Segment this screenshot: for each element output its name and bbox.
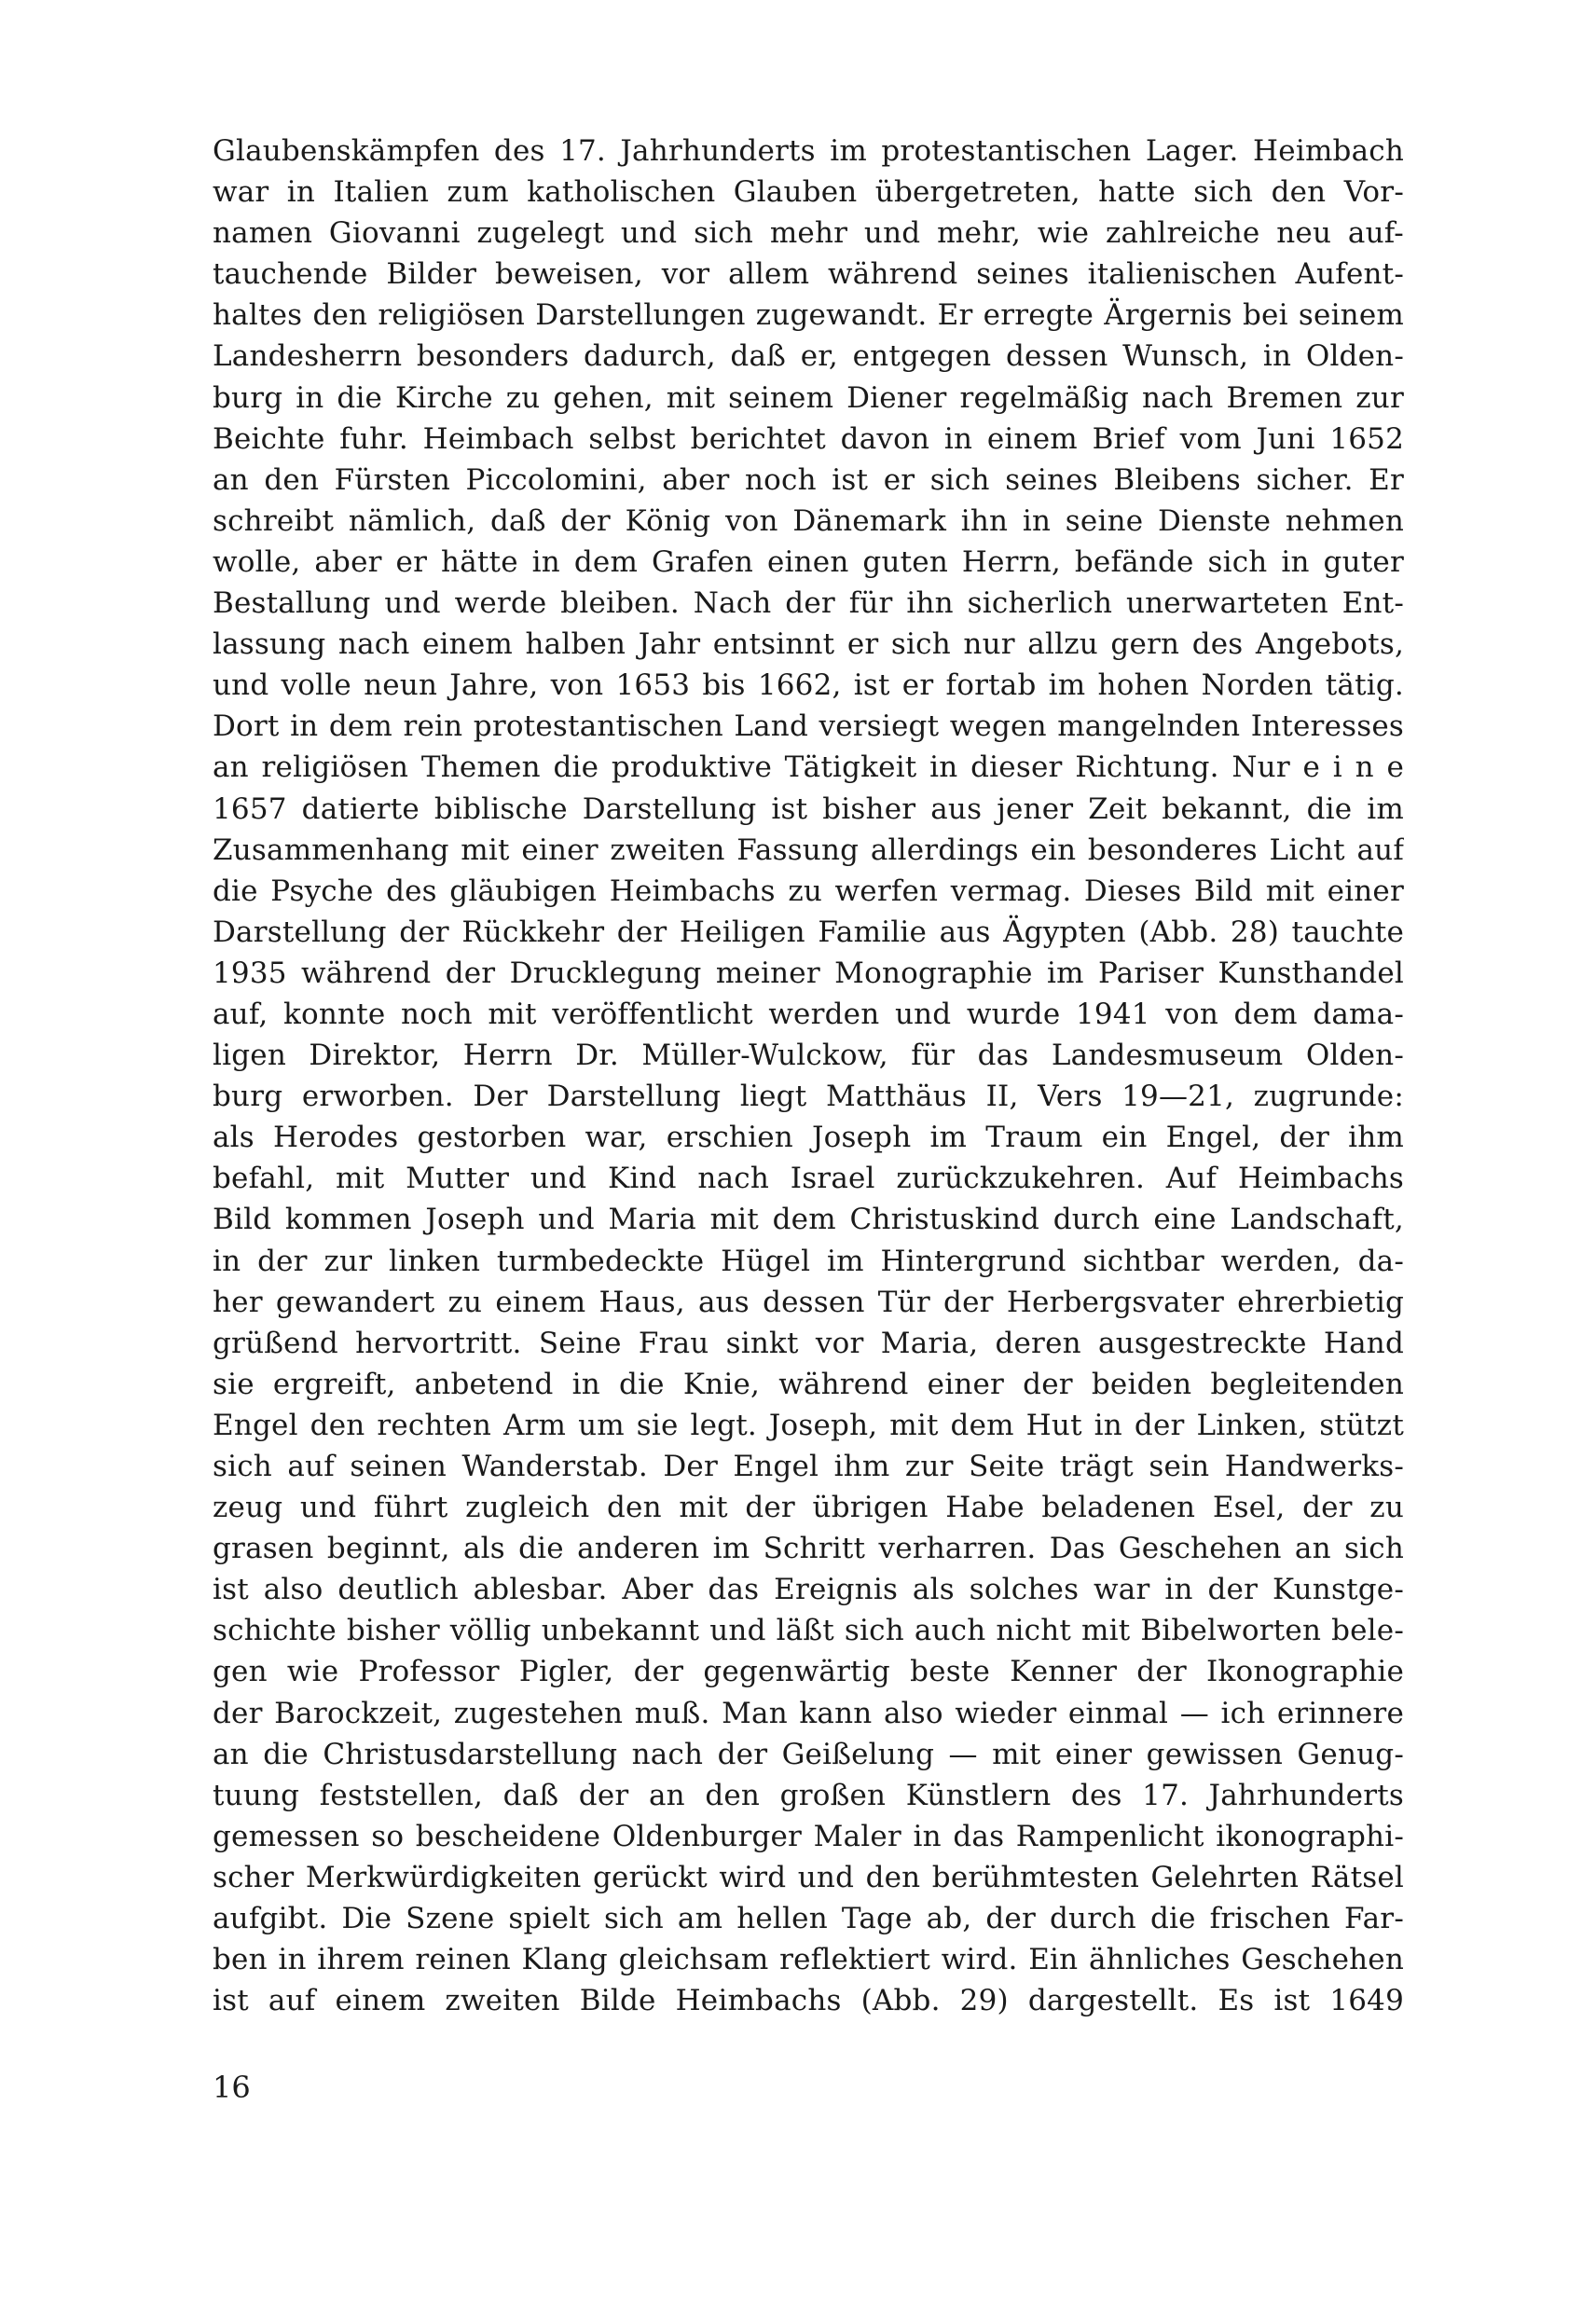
text-line: grasen beginnt, als die anderen im Schritt verharren. Das Geschehen an sich — [213, 1532, 1404, 1566]
text-line: Zusammenhang mit einer zweiten Fassung allerdings ein besonderes Licht auf — [213, 833, 1404, 867]
text-line: aufgibt. Die Szene spielt sich am hellen Tage ab, der durch die frischen Far- — [213, 1902, 1404, 1936]
text-line: ist also deutlich ablesbar. Aber das Ereignis als solches war in der Kunstge- — [213, 1573, 1404, 1607]
text-line: die Psyche des gläubigen Heimbachs zu werfen vermag. Dieses Bild mit einer — [213, 874, 1404, 908]
text-line: der Barockzeit, zugestehen muß. Man kann also wieder einmal — ich erinnere — [213, 1696, 1404, 1730]
text-line: Landesherrn besonders dadurch, daß er, entgegen dessen Wunsch, in Olden- — [213, 339, 1404, 374]
text-line: grüßend hervortritt. Seine Frau sinkt vor Maria, deren ausgestreckte Hand — [213, 1326, 1404, 1360]
text-line: Bild kommen Joseph und Maria mit dem Christuskind durch eine Landschaft, — [213, 1203, 1404, 1237]
text-line: Glaubenskämpfen des 17. Jahrhunderts im protestantischen Lager. Heimbach — [213, 134, 1404, 168]
text-line: gen wie Professor Pigler, der gegenwärtig beste Kenner der Ikonographie — [213, 1655, 1404, 1689]
text-line: haltes den religiösen Darstellungen zugewandt. Er erregte Ärgernis bei seinem — [213, 298, 1404, 333]
text-line: auf, konnte noch mit veröffentlicht werden und wurde 1941 von dem dama- — [213, 997, 1404, 1031]
text-line: sich auf seinen Wanderstab. Der Engel ihm zur Seite trägt sein Handwerks- — [213, 1450, 1404, 1483]
text-line: 1935 während der Drucklegung meiner Monographie im Pariser Kunsthandel — [213, 956, 1404, 990]
text-line: 1657 datierte biblische Darstellung ist bisher aus jener Zeit bekannt, die im — [213, 791, 1404, 826]
text-line: zeug und führt zugleich den mit der übrigen Habe beladenen Esel, der zu — [213, 1491, 1404, 1525]
text-line: schichte bisher völlig unbekannt und läßt sich auch nicht mit Bibelworten bele- — [213, 1614, 1404, 1648]
text-line: war in Italien zum katholischen Glauben übergetreten, hatte sich den Vor- — [213, 175, 1404, 210]
text-line: Dort in dem rein protestantischen Land versiegt wegen mangelnden Interesses — [213, 709, 1404, 744]
text-line: sie ergreift, anbetend in die Knie, während einer der beiden begleitenden — [213, 1367, 1404, 1401]
text-line: ist auf einem zweiten Bilde Heimbachs (Abb. 29) dargestellt. Es ist 1649 — [213, 1984, 1404, 2018]
body-text — [213, 131, 1404, 2021]
text-line: Bestallung und werde bleiben. Nach der für ihn sicherlich unerwarteten Ent- — [213, 586, 1404, 621]
text-line: an den Fürsten Piccolomini, aber noch ist er sich seines Bleibens sicher. Er — [213, 462, 1404, 497]
text-line: tuung feststellen, daß der an den großen Künstlern des 17. Jahrhunderts — [213, 1778, 1404, 1812]
text-line: Engel den rechten Arm um sie legt. Joseph, mit dem Hut in der Linken, stützt — [213, 1408, 1404, 1442]
text-line: gemessen so bescheidene Oldenburger Maler in das Rampenlicht ikonographi- — [213, 1819, 1404, 1853]
text-line: wolle, aber er hätte in dem Grafen einen guten Herrn, befände sich in guter — [213, 544, 1404, 579]
page-number: 16 — [213, 2070, 251, 2105]
text-line: tauchende Bilder beweisen, vor allem während seines italienischen Aufent- — [213, 257, 1404, 292]
text-line: burg erworben. Der Darstellung liegt Matthäus II, Vers 19—21, zugrunde: — [213, 1080, 1404, 1114]
text-line: befahl, mit Mutter und Kind nach Israel zurückzukehren. Auf Heimbachs — [213, 1162, 1404, 1196]
text-line: schreibt nämlich, daß der König von Dänemark ihn in seine Dienste nehmen — [213, 503, 1404, 538]
text-line: burg in die Kirche zu gehen, mit seinem Diener regelmäßig nach Bremen zur — [213, 380, 1404, 415]
text-line: her gewandert zu einem Haus, aus dessen Tür der Herbergsvater ehrerbietig — [213, 1285, 1404, 1319]
text-line: lassung nach einem halben Jahr entsinnt er sich nur allzu gern des Angebots, — [213, 627, 1404, 662]
text-line: ligen Direktor, Herrn Dr. Müller-Wulckow, für das Landesmuseum Olden- — [213, 1039, 1404, 1073]
text-line: namen Giovanni zugelegt und sich mehr und mehr, wie zahlreiche neu auf- — [213, 216, 1404, 251]
text-line: als Herodes gestorben war, erschien Joseph im Traum ein Engel, der ihm — [213, 1121, 1404, 1155]
text-line: an religiösen Themen die produktive Tätigkeit in dieser Richtung. Nur e i n e — [213, 750, 1404, 785]
text-line: in der zur linken turmbedeckte Hügel im Hintergrund sichtbar werden, da- — [213, 1244, 1404, 1278]
text-line: an die Christusdarstellung nach der Geißelung — mit einer gewissen Genug- — [213, 1737, 1404, 1771]
text-line: und volle neun Jahre, von 1653 bis 1662, ist er fortab im hohen Norden tätig. — [213, 668, 1404, 703]
text-line: Beichte fuhr. Heimbach selbst berichtet davon in einem Brief vom Juni 1652 — [213, 421, 1404, 456]
text-line: ben in ihrem reinen Klang gleichsam reflektiert wird. Ein ähnliches Geschehen — [213, 1943, 1404, 1977]
text-line: Darstellung der Rückkehr der Heiligen Familie aus Ägypten (Abb. 28) tauchte — [213, 915, 1404, 949]
text-line: scher Merkwürdigkeiten gerückt wird und den berühmtesten Gelehrten Rätsel — [213, 1860, 1404, 1894]
